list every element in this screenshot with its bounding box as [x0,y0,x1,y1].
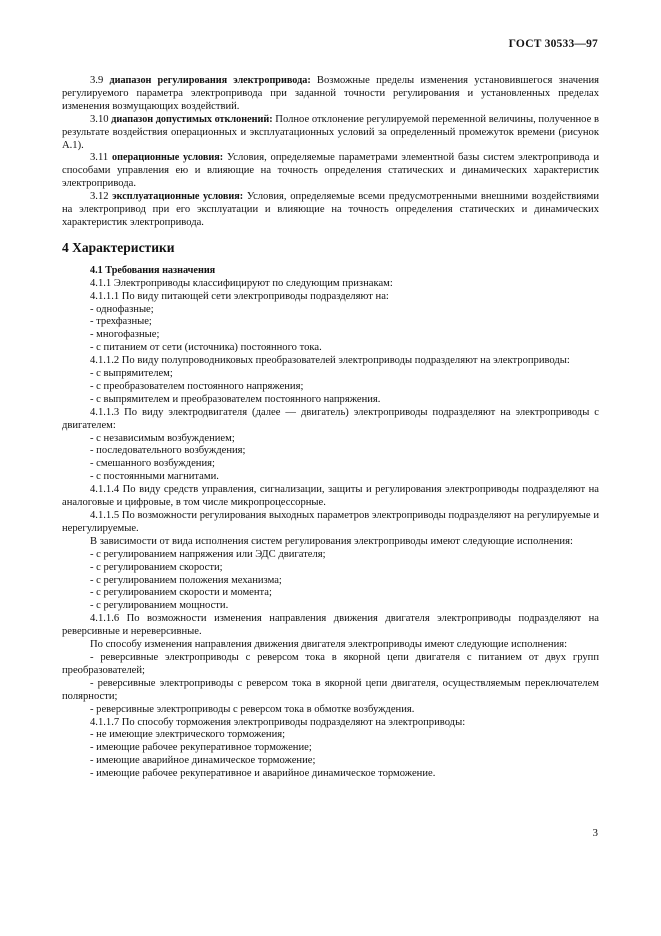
list-item: - с регулированием скорости; [90,561,223,573]
list-item: - последовательного возбуждения; [90,445,246,457]
list-item: - не имеющие электрического торможения; [90,729,286,741]
list-item: - многофазные; [90,329,160,341]
paragraph-4-1-1-1: 4.1.1.1 По виду питающей сети электроприводы подразделяют на: [90,290,389,302]
page-number: 3 [592,827,598,839]
definition-3-12: 3.12 эксплуатационные условия: Условия, определяемые всеми предусмотренными внешними воздействиями на электропривод при его эксплуатации и влияющие на точность определения статических и динамических характеристик электропривода. [62,191,599,228]
definition-3-10: 3.10 диапазон допустимых отклонений: Полное отклонение регулируемой переменной величины, полученное в результате воздействия операционных и эксплуатационных условий за определенный промежуток времени (рисунок А.1). [62,113,599,151]
document-header: ГОСТ 30533—97 [508,38,598,50]
subsection-title: 4.1 Требования назначения [90,264,216,276]
definition-term: эксплуатационные условия: [112,191,244,203]
paragraph-4-1-1-4: 4.1.1.4 По виду средств управления, сигнализации, защиты и регулирования электроприводы подразделяют на аналоговые и цифровые, в том числе микропроцессорные. [62,484,599,509]
list-item: - смешанного возбуждения; [90,458,215,470]
paragraph-4-1-1-5-b: В зависимости от вида исполнения систем регулирования электроприводы имеют следующие исполнения: [90,535,573,547]
paragraph-4-1-1-7: 4.1.1.7 По способу торможения электроприводы подразделяют на электроприводы: [90,716,466,728]
list-item: - с регулированием мощности. [90,600,229,612]
list-item: - с выпрямителем; [90,368,173,380]
list-item: - имеющие рабочее рекуперативное торможение; [90,742,312,754]
list-item: - с независимым возбуждением; [90,432,235,444]
definition-term: операционные условия: [112,152,224,164]
section-title: 4 Характеристики [62,239,175,255]
paragraph-4-1-1-6-b: По способу изменения направления движения двигателя электроприводы имеют следующие исполнения: [90,639,568,651]
list-item: - трехфазные; [90,316,152,328]
paragraph-4-1-1-2: 4.1.1.2 По виду полупроводниковых преобразователей электроприводы подразделяют на электроприводы: [90,355,570,367]
definition-3-11: 3.11 операционные условия: Условия, определяемые параметрами элементной базы систем электропривода и способами управления ею и влияющие на точность определения статических и динамических характеристик электропривода. [62,152,599,190]
list-item: - однофазные; [90,303,154,315]
definition-term: диапазон допустимых отклонений: [111,113,273,125]
paragraph-4-1-1-5: 4.1.1.5 По возможности регулирования выходных параметров электроприводы подразделяют на регулируемые и нерегулируемые. [62,510,599,534]
definition-3-9: 3.9 диапазон регулирования электропривода: Возможные пределы изменения установившегося значения регулируемого параметра электропривода при заданной точности регулирования и установленных пределах изменения возмущающих воздействий. [62,75,599,112]
paragraph-4-1-1-3: 4.1.1.3 По виду электродвигателя (далее — двигатель) электроприводы подразделяют на электроприводы с двигателем: [62,406,599,431]
list-item: - реверсивные электроприводы с реверсом тока в якорной цепи двигателя с питанием от двух групп преобразователей; [62,651,599,676]
paragraph-4-1-1-6: 4.1.1.6 По возможности изменения направления движения двигателя электроприводы подразделяют на реверсивные и нереверсивные. [62,613,599,638]
list-item: - реверсивные электроприводы с реверсом тока в обмотке возбуждения. [90,703,415,715]
list-item: - имеющие рабочее рекуперативное и аварийное динамическое торможение. [90,768,436,780]
list-item: - с питанием от сети (источника) постоянного тока. [90,342,322,354]
list-item: - с регулированием скорости и момента; [90,587,272,599]
list-item: - реверсивные электроприводы с реверсом тока в якорной цепи двигателя, осуществляемым переключателем полярности; [62,677,599,702]
paragraph-4-1-1: 4.1.1 Электроприводы классифицируют по следующим признакам: [90,277,393,289]
definition-term: диапазон регулирования электропривода: [109,75,311,86]
list-item: - с регулированием напряжения или ЭДС двигателя; [90,548,326,560]
page-content [62,75,599,781]
list-item: - с выпрямителем и преобразователем постоянного напряжения. [90,393,381,405]
list-item: - с регулированием положения механизма; [90,574,282,586]
list-item: - имеющие аварийное динамическое торможение; [90,755,316,767]
list-item: - с преобразователем постоянного напряжения; [90,380,304,392]
list-item: - с постоянными магнитами. [90,471,219,483]
